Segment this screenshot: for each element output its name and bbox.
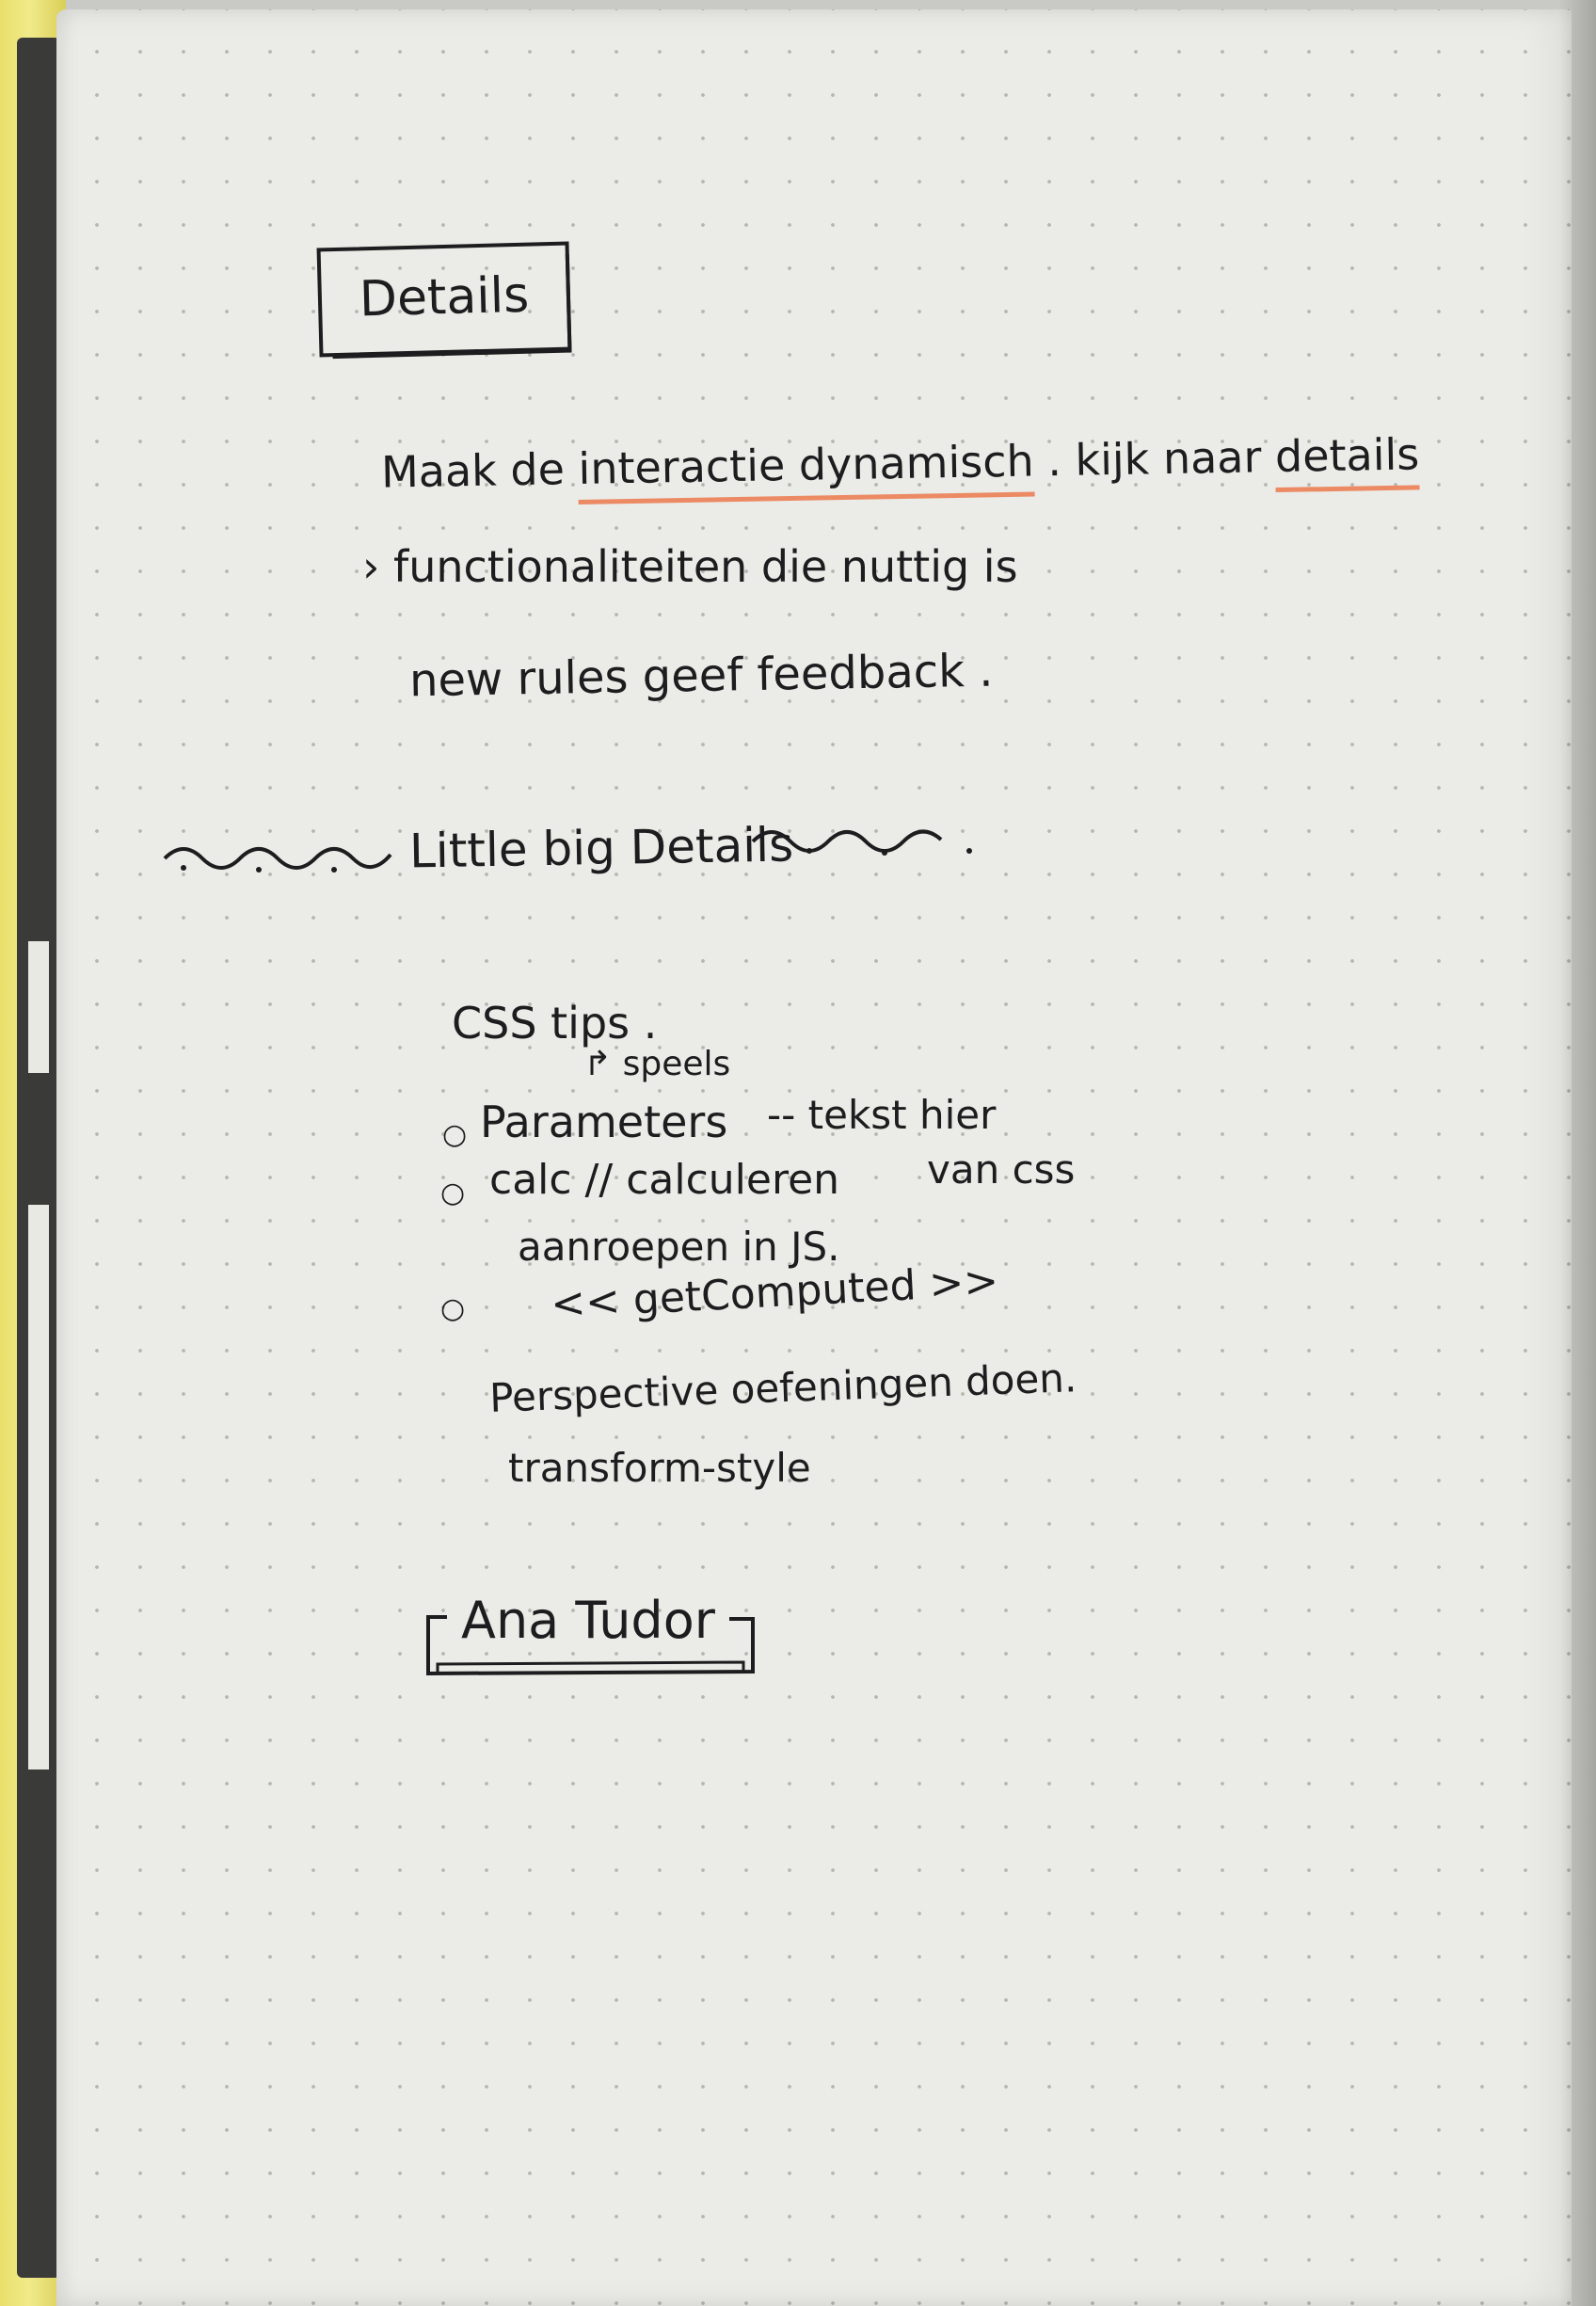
wavy-divider-left: [160, 838, 395, 875]
tip-calc: calc // calculeren: [489, 1156, 840, 1204]
note-line-1-start: Maak de: [380, 442, 579, 498]
css-tips-title: CSS tips .: [452, 998, 658, 1049]
bullet-icon: ○: [442, 1118, 468, 1151]
tip-parameters: Parameters: [480, 1097, 728, 1147]
notebook-page: [56, 9, 1572, 2306]
highlight-interactie: interactie dynamisch: [578, 436, 1034, 504]
arrow-note-speels: ↱ speels: [583, 1045, 731, 1083]
section-title: Little big Details: [408, 817, 794, 879]
page-heading: Details: [359, 266, 530, 328]
note-line-3: new rules geef feedback .: [408, 644, 994, 708]
author-name: Ana Tudor: [461, 1591, 715, 1650]
wavy-divider-right: [748, 821, 983, 858]
page-shadow: [1558, 0, 1596, 2306]
note-line-1-mid: . kijk naar: [1033, 431, 1276, 487]
bullet-icon: ○: [440, 1177, 466, 1209]
note-line-2: › functionaliteiten die nuttig is: [362, 541, 1018, 592]
bullet-icon: ○: [440, 1292, 466, 1325]
heading-box: [317, 242, 572, 358]
tip-transform-style: transform-style: [508, 1445, 811, 1491]
tip-getcomputed: << getComputed >>: [549, 1257, 1000, 1329]
note-line-1: [381, 428, 1420, 497]
tip-perspective: Perspective oefeningen doen.: [488, 1354, 1077, 1421]
tip-calc-note: van css: [927, 1146, 1076, 1193]
tip-parameters-note: -- tekst hier: [767, 1092, 997, 1138]
notebook-spine: [17, 38, 60, 2278]
tip-calc-continued: aanroepen in JS.: [518, 1224, 840, 1270]
highlight-details: details: [1274, 428, 1419, 492]
